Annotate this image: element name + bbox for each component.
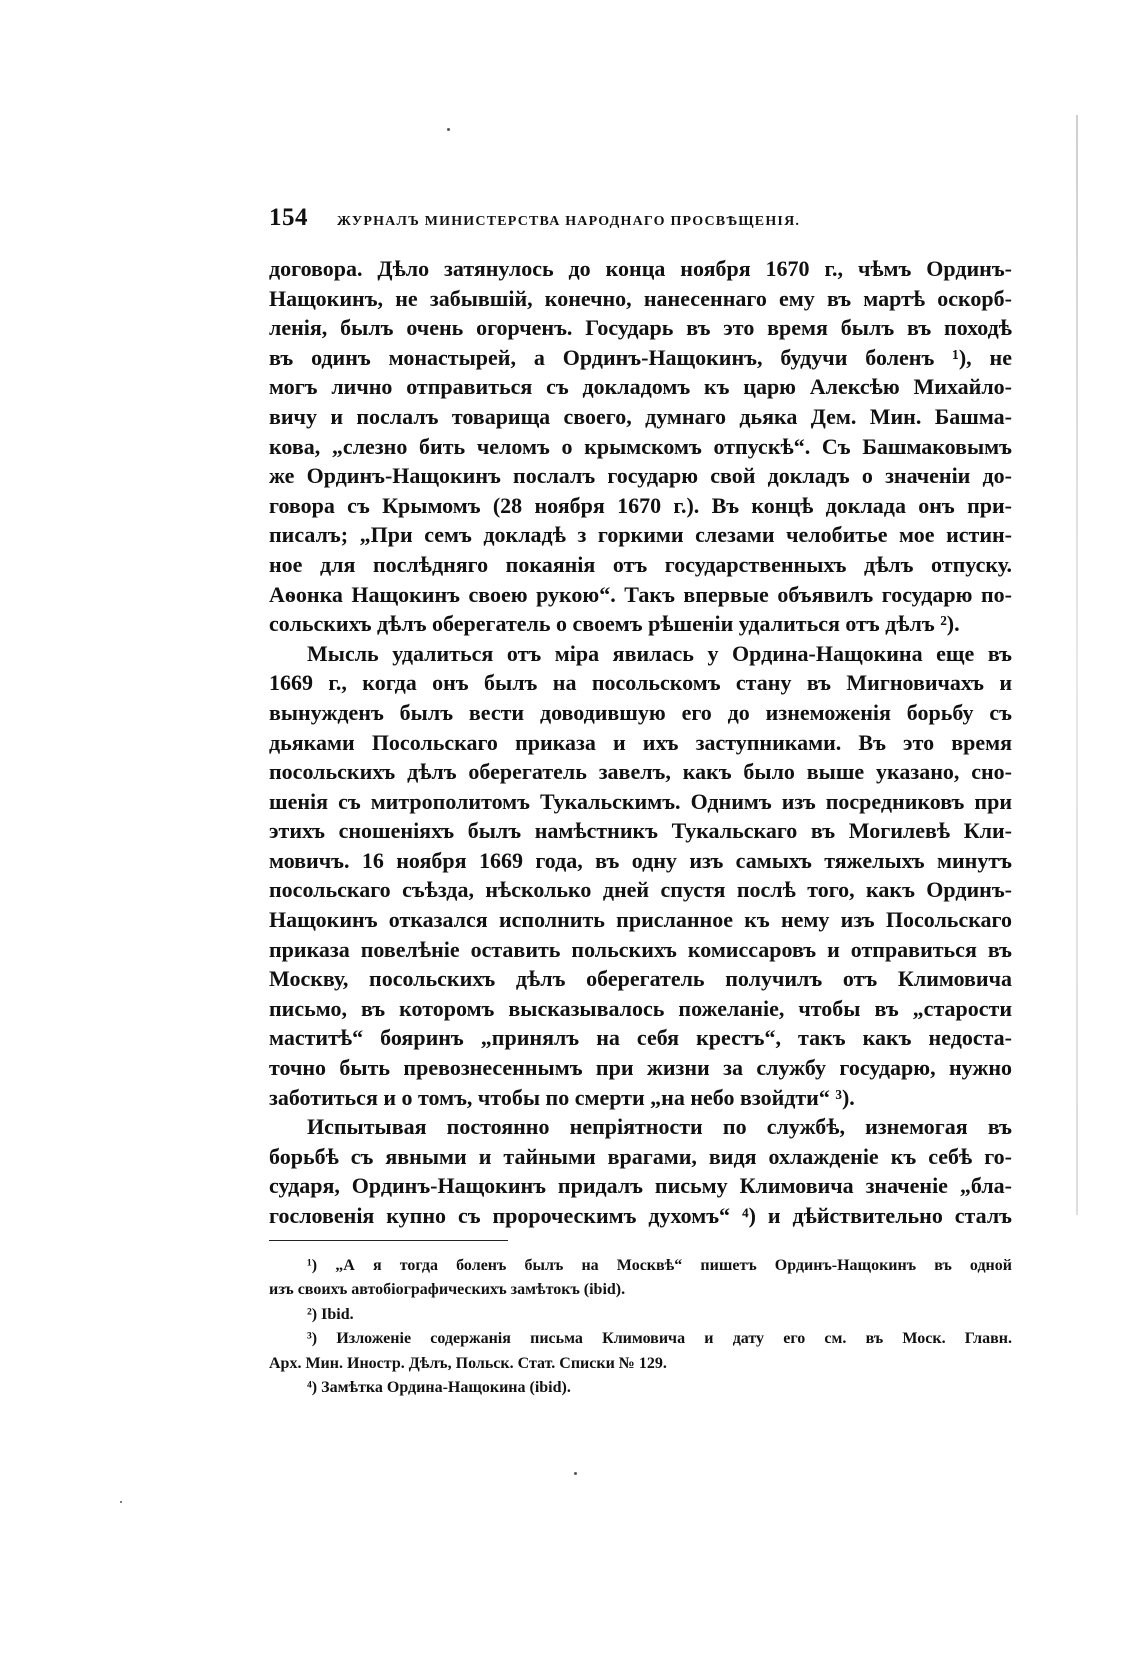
scan-speck: [574, 1472, 577, 1475]
footnote-line: Арх. Мин. Иностр. Дѣлъ, Польск. Стат. Списки № 129.: [269, 1354, 667, 1372]
footnotes: [269, 1254, 1012, 1400]
text-line: Москву, посольскихъ дѣлъ оберегатель получилъ отъ Климовича: [269, 966, 1012, 992]
text-line: Нащокинъ, не забывшій, конечно, нанесеннаго ему въ мартѣ оскорб-: [269, 285, 1012, 311]
text-line: Мысль удалиться отъ міра явилась у Ордина-Нащокина еще въ: [307, 640, 1012, 666]
text-line: Нащокинъ отказался исполнить присланное къ нему изъ Посольскаго: [269, 907, 1012, 933]
text-line: договора. Дѣло затянулось до конца ноября 1670 г., чѣмъ Ординъ-: [269, 256, 1012, 281]
text-line: писалъ; „При семъ докладѣ з горкими слезами челобитье мое истин-: [269, 522, 1012, 548]
text-line: говора съ Крымомъ (28 ноября 1670 г.). Въ концѣ доклада онъ при-: [269, 492, 1012, 518]
text-line: вынужденъ былъ вести доводившую его до изнеможенія борьбу съ: [269, 699, 1012, 725]
page-edge-shadow: [1076, 115, 1078, 1215]
text-line: ное для послѣдняго покаянія отъ государственныхъ дѣлъ отпуску.: [269, 551, 1012, 577]
footnote-line: ²) Ibid.: [307, 1305, 354, 1323]
body-text: [269, 254, 1012, 1231]
text-line: борьбѣ съ явными и тайными врагами, видя охлажденіе къ себѣ го-: [269, 1143, 1012, 1169]
text-line: вичу и послалъ товарища своего, думнаго дьяка Дем. Мин. Башма-: [269, 403, 1012, 429]
text-line: могъ лично отправиться съ докладомъ къ царю Алексѣю Михайло-: [269, 374, 1012, 400]
footnote-line: ³) Изложеніе содержанія письма Климовича и дату его см. въ Моск. Главн.: [307, 1330, 1012, 1348]
text-line: посольскихъ дѣлъ оберегатель завелъ, какъ было выше указано, сно-: [269, 759, 1012, 785]
text-line: маститѣ“ бояринъ „принялъ на себя крестъ“, такъ какъ недоста-: [269, 1025, 1012, 1051]
text-line: 1669 г., когда онъ былъ на посольскомъ стану въ Мигновичахъ и: [269, 670, 1012, 696]
footnote-line: ⁴) Замѣтка Ордина-Нащокина (ibid).: [307, 1378, 571, 1396]
text-line: гословенія купно съ пророческимъ духомъ“ ⁴) и дѣйствительно сталъ: [269, 1203, 1012, 1228]
text-line: ленія, былъ очень огорченъ. Государь въ это время былъ въ походѣ: [269, 315, 1012, 341]
text-line: Испытывая постоянно непріятности по службѣ, изнемогая въ: [307, 1114, 1012, 1140]
footnote-line: ¹) „А я тогда боленъ былъ на Москвѣ“ пишетъ Ординъ-Нащокинъ въ одной: [307, 1257, 1012, 1274]
text-line: сольскихъ дѣлъ оберегатель о своемъ рѣшеніи удалиться отъ дѣлъ ²).: [269, 611, 960, 637]
scan-speck: [120, 1501, 122, 1503]
text-line: дьяками Посольскаго приказа и ихъ заступниками. Въ это время: [269, 729, 1012, 755]
footnote-line: изъ своихъ автобіографическихъ замѣтокъ (ibid).: [269, 1281, 626, 1299]
text-line: мовичъ. 16 ноября 1669 года, въ одну изъ самыхъ тяжелыхъ минутъ: [269, 847, 1012, 873]
page-header: [269, 204, 919, 236]
text-line: шенія съ митрополитомъ Тукальскимъ. Однимъ изъ посредниковъ при: [269, 788, 1012, 814]
footnote-divider: [269, 1240, 508, 1241]
text-line: кова, „слезно бить челомъ о крымскомъ отпускѣ“. Съ Башмаковымъ: [269, 433, 1012, 459]
text-line: сударя, Ординъ-Нащокинъ придалъ письму Климовича значеніе „бла-: [269, 1173, 1012, 1199]
text-line: точно быть превознесеннымъ при жизни за службу государю, нужно: [269, 1055, 1012, 1081]
text-line: приказа повелѣніе оставить польскихъ комиссаровъ и отправиться въ: [269, 936, 1012, 962]
text-line: заботиться и о томъ, чтобы по смерти „на небо взойдти“ ³).: [269, 1084, 855, 1110]
text-line: Аѳонка Нащокинъ своею рукою“. Такъ впервые объявилъ государю по-: [269, 581, 1012, 607]
scan-speck: [447, 128, 450, 131]
text-line: этихъ сношеніяхъ былъ намѣстникъ Тукальскаго въ Могилевѣ Кли-: [269, 818, 1012, 844]
text-line: посольскаго съѣзда, нѣсколько дней спустя послѣ того, какъ Ординъ-: [269, 877, 1012, 903]
text-line: письмо, въ которомъ высказывалось пожеланіе, чтобы въ „старости: [269, 995, 1012, 1021]
running-title: ЖУРНАЛЪ МИНИСТЕРСТВА НАРОДНАГО ПРОСВѢЩЕНІЯ.: [337, 214, 801, 229]
page-number: 154: [269, 204, 308, 231]
text-line: же Ординъ-Нащокинъ послалъ государю свой докладъ о значеніи до-: [269, 463, 1012, 489]
text-line: въ одинъ монастырей, а Ординъ-Нащокинъ, будучи боленъ ¹), не: [269, 344, 1012, 370]
